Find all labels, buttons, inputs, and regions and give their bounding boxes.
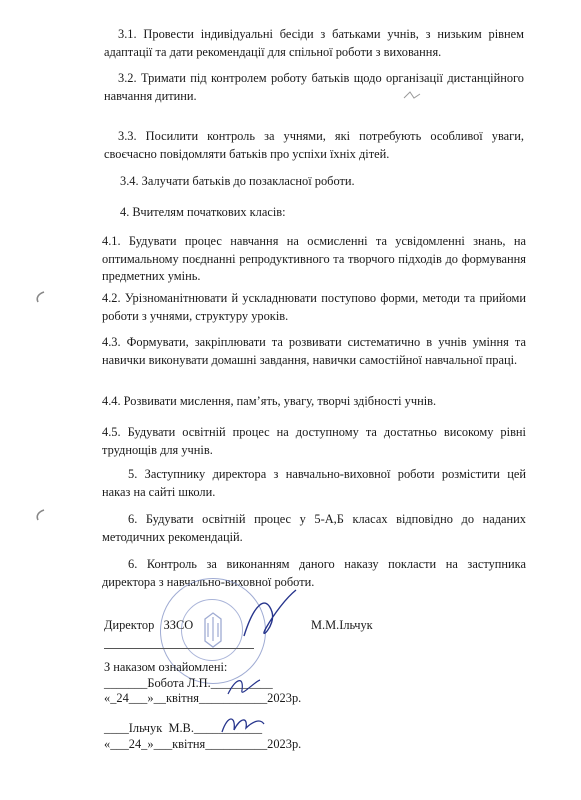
- paragraph-4-3: 4.3. Формувати, закріплювати та розвивати систематично в учнів уміння та навички виконувати домашні завдання, навички самостійної навчальної праці.: [102, 335, 526, 367]
- paragraph-6-b: 6. Контроль за виконанням даного наказу покласти на заступника директора з навчально-виховної роботи.: [102, 557, 526, 589]
- paragraph-5: 5. Заступнику директора з навчально-виховної роботи розмістити цей наказ на сайті школи.: [102, 467, 526, 499]
- paragraph-6-a: 6. Будувати освітній процес у 5-А,Б класах відповідно до наданих методичних рекомендацій.: [102, 512, 526, 544]
- director-signature: [236, 584, 306, 654]
- paragraph-4-5: 4.5. Будувати освітній процес на доступному та достатньо високому рівні труднощів для учнів.: [102, 425, 526, 457]
- acknowledgement-person-2: ____Ільчук М.В.___________: [104, 721, 263, 735]
- director-title: Директор ЗЗСО: [104, 618, 194, 632]
- ilchuk-signature: [218, 710, 268, 740]
- paragraph-4-4: 4.4. Розвивати мислення, пам’ять, увагу, творчі здібності учнів.: [102, 394, 437, 408]
- acknowledgement-heading: З наказом ознайомлені:: [104, 660, 228, 674]
- director-signature-line: [104, 648, 254, 649]
- acknowledgement-date-1: «_24___»__квітня___________2023р.: [104, 691, 302, 705]
- paragraph-3-3: 3.3. Посилити контроль за учнями, які потребують особливої уваги, своєчасно повідомляти батьків про успіхи їхніх дітей.: [104, 129, 524, 161]
- bobota-signature: [224, 672, 264, 702]
- paragraph-4: 4. Вчителям початкових класів:: [120, 205, 286, 219]
- hole-punch-mark-2: [34, 508, 46, 522]
- scan-mark-1: [402, 90, 422, 102]
- acknowledgement-date-2: «___24_»___квітня__________2023р.: [104, 737, 302, 751]
- paragraph-3-4: 3.4. Залучати батьків до позакласної роботи.: [120, 174, 355, 188]
- hole-punch-mark-1: [34, 290, 46, 304]
- paragraph-4-2: 4.2. Урізноманітнювати й ускладнювати поступово форми, методи та прийоми роботи з учнями, структуру уроків.: [102, 291, 526, 323]
- paragraph-4-1: 4.1. Будувати процес навчання на осмисленні та усвідомленні знань, на оптимальному поєднанні репродуктивного та творчого підходів до формування предметних умінь.: [102, 234, 526, 283]
- acknowledgement-person-1: _______Бобота Л.П.__________: [104, 676, 273, 690]
- paragraph-3-2: 3.2. Тримати під контролем роботу батьків щодо організації дистанційного навчання дитини.: [104, 71, 524, 103]
- paragraph-3-1: 3.1. Провести індивідуальні бесіди з батьками учнів, з низьким рівнем адаптації та дати рекомендації для спільної роботи з виховання.: [104, 27, 524, 59]
- director-name: М.М.Ільчук: [311, 618, 373, 632]
